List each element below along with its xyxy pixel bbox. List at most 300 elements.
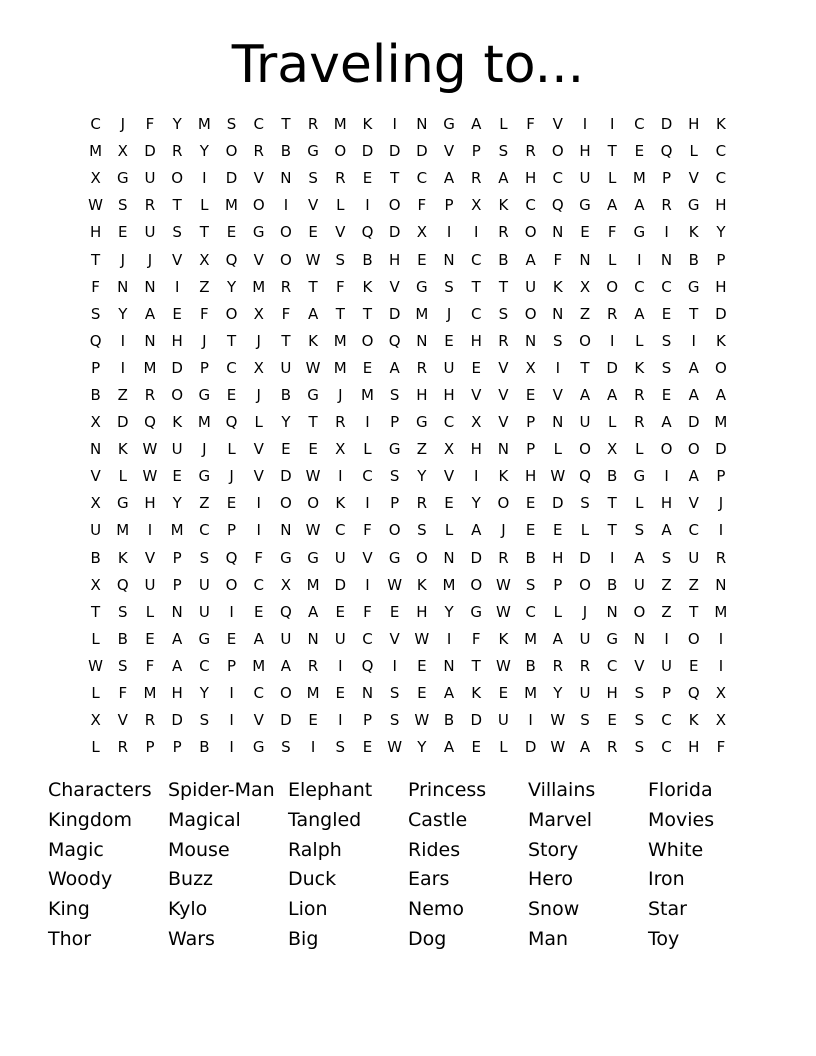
grid-letter: A (307, 602, 319, 621)
grid-letter: H (89, 223, 102, 242)
word-list-item: Man (528, 927, 569, 950)
word-list-item: Magical (168, 808, 241, 831)
grid-letter: L (689, 142, 698, 161)
grid-letter: Y (199, 684, 209, 703)
grid-letter: D (144, 142, 156, 161)
grid-letter: T (362, 304, 373, 323)
word-list-item: Marvel (528, 808, 593, 831)
grid-letter: C (335, 521, 346, 540)
grid-letter: S (525, 575, 536, 594)
grid-letter: O (633, 602, 646, 621)
grid-letter: T (281, 331, 291, 350)
grid-letter: U (579, 629, 591, 648)
grid-letter: M (89, 142, 103, 161)
grid-letter: P (471, 142, 481, 161)
grid-letter: S (634, 684, 645, 703)
grid-letter: U (633, 575, 645, 594)
grid-letter: M (116, 521, 130, 540)
grid-letter: O (687, 629, 700, 648)
grid-letter: E (172, 467, 182, 486)
grid-letter: V (253, 169, 264, 188)
grid-letter: C (416, 169, 428, 188)
grid-letter: K (688, 711, 699, 730)
word-list-item: White (648, 838, 704, 861)
grid-letter: V (688, 169, 699, 188)
grid-letter: Y (471, 494, 481, 513)
grid-letter: G (388, 548, 401, 567)
grid-letter: N (443, 656, 455, 675)
grid-letter: A (307, 304, 319, 323)
grid-letter: I (664, 467, 669, 486)
grid-letter: Q (361, 223, 374, 242)
word-list-item: Kingdom (48, 808, 133, 831)
word-list-item: Characters (48, 779, 152, 801)
grid-letter: Z (661, 575, 672, 594)
grid-letter: V (90, 467, 101, 486)
grid-letter: U (579, 684, 591, 703)
grid-letter: D (687, 413, 700, 432)
word-list-item: Ralph (288, 838, 342, 861)
grid-letter: A (525, 250, 536, 269)
grid-letter: N (307, 629, 319, 648)
grid-letter: L (499, 115, 508, 134)
grid-letter: V (688, 494, 699, 513)
grid-letter: X (199, 250, 210, 269)
grid-letter: I (120, 358, 125, 377)
grid-letter: A (253, 629, 264, 648)
grid-letter: O (280, 684, 292, 703)
grid-letter: N (443, 250, 455, 269)
grid-letter: T (199, 223, 209, 242)
grid-letter: S (118, 602, 128, 621)
grid-letter: E (335, 602, 346, 621)
grid-row (82, 517, 738, 544)
grid-letter: C (661, 738, 672, 757)
grid-letter: G (687, 277, 700, 296)
grid-letter: S (389, 711, 400, 730)
grid-letter: A (443, 169, 455, 188)
grid-letter: Q (144, 413, 156, 432)
grid-row (82, 165, 738, 192)
grid-letter: J (147, 250, 153, 269)
grid-letter: A (552, 629, 563, 648)
grid-letter: W (550, 467, 566, 486)
grid-letter: R (280, 277, 292, 296)
grid-letter: S (661, 358, 672, 377)
grid-letter: O (361, 331, 374, 350)
grid-letter: I (555, 358, 560, 377)
grid-letter: V (389, 277, 400, 296)
grid-row (82, 653, 738, 680)
grid-letter: Z (661, 602, 672, 621)
grid-letter: X (117, 142, 128, 161)
grid-letter: S (498, 304, 509, 323)
grid-letter: G (198, 629, 211, 648)
grid-row (82, 355, 738, 382)
grid-letter: D (606, 358, 618, 377)
grid-letter: S (417, 521, 427, 540)
grid-row (82, 192, 738, 219)
grid-letter: C (525, 602, 536, 621)
grid-letter: A (443, 738, 455, 757)
word-list (48, 776, 768, 955)
grid-letter: L (91, 684, 100, 703)
grid-letter: C (661, 711, 672, 730)
grid-letter: O (225, 142, 238, 161)
grid-letter: G (416, 277, 428, 296)
grid-letter: U (579, 413, 591, 432)
word-list-item: Spider-Man (168, 779, 275, 801)
grid-letter: M (252, 277, 266, 296)
grid-letter: P (526, 440, 536, 459)
grid-letter: C (199, 521, 210, 540)
grid-letter: P (553, 575, 563, 594)
grid-letter: S (199, 548, 210, 567)
grid-letter: H (389, 250, 401, 269)
grid-letter: W (495, 602, 511, 621)
grid-letter: L (607, 169, 617, 188)
grid-letter: W (387, 575, 403, 594)
word-list-item: Princess (408, 779, 487, 801)
grid-letter: U (688, 548, 700, 567)
grid-letter: K (715, 331, 726, 350)
grid-letter: J (256, 331, 261, 350)
word-list-item: Mouse (168, 838, 230, 861)
grid-letter: A (607, 385, 618, 404)
grid-letter: I (365, 196, 370, 215)
grid-letter: E (661, 304, 672, 323)
grid-letter: F (91, 277, 100, 296)
grid-letter: C (606, 656, 618, 675)
grid-letter: V (498, 358, 509, 377)
grid-letter: K (416, 575, 427, 594)
word-list-item: Duck (288, 868, 337, 891)
word-list-item: Dog (408, 927, 447, 950)
grid-letter: D (388, 223, 401, 242)
grid-letter: E (444, 331, 454, 350)
grid-letter: O (579, 331, 591, 350)
grid-letter: H (688, 738, 700, 757)
grid-letter: K (117, 548, 128, 567)
grid-letter: U (280, 629, 292, 648)
grid-letter: W (550, 711, 566, 730)
grid-letter: R (144, 711, 156, 730)
letter-grid (82, 111, 738, 761)
grid-letter: S (118, 656, 128, 675)
grid-letter: N (497, 440, 510, 459)
grid-letter: I (365, 575, 370, 594)
grid-letter: F (716, 738, 726, 757)
grid-letter: E (226, 494, 237, 513)
grid-letter: F (607, 223, 617, 242)
grid-letter: Q (687, 684, 700, 703)
grid-letter: R (525, 142, 536, 161)
grid-letter: V (389, 629, 400, 648)
grid-letter: I (229, 711, 234, 730)
grid-letter: H (144, 494, 156, 513)
grid-letter: F (335, 277, 345, 296)
grid-letter: M (714, 602, 728, 621)
grid-letter: O (415, 548, 428, 567)
grid-letter: L (91, 738, 100, 757)
grid-letter: W (88, 656, 104, 675)
grid-letter: U (144, 575, 156, 594)
grid-letter: G (307, 548, 319, 567)
grid-letter: Y (281, 413, 291, 432)
grid-letter: O (715, 358, 727, 377)
grid-letter: T (689, 304, 699, 323)
grid-letter: C (253, 684, 264, 703)
grid-letter: N (606, 602, 618, 621)
page-title: Traveling to... (231, 35, 585, 95)
grid-letter: I (392, 656, 397, 675)
grid-letter: I (365, 494, 370, 513)
grid-letter: J (229, 467, 234, 486)
grid-letter: Q (225, 548, 238, 567)
grid-letter: Q (280, 602, 292, 621)
word-list-item: King (48, 898, 90, 921)
grid-letter: H (715, 277, 727, 296)
grid-letter: E (417, 250, 427, 269)
grid-letter: J (202, 331, 207, 350)
grid-letter: D (579, 548, 591, 567)
grid-letter: B (525, 548, 536, 567)
grid-row (82, 409, 738, 436)
grid-letter: F (471, 629, 481, 648)
grid-letter: D (171, 711, 183, 730)
grid-letter: A (579, 385, 591, 404)
grid-letter: T (226, 331, 237, 350)
grid-letter: P (199, 358, 209, 377)
grid-letter: O (225, 575, 238, 594)
grid-letter: E (634, 142, 645, 161)
grid-letter: O (280, 250, 292, 269)
grid-letter: S (389, 684, 400, 703)
grid-letter: P (227, 521, 237, 540)
grid-letter: G (633, 223, 646, 242)
grid-letter: E (498, 684, 509, 703)
grid-letter: R (498, 331, 509, 350)
grid-letter: V (253, 250, 264, 269)
grid-letter: W (387, 738, 403, 757)
grid-letter: U (334, 629, 346, 648)
grid-letter: C (715, 169, 727, 188)
grid-letter: A (471, 521, 482, 540)
grid-letter: E (226, 223, 237, 242)
grid-letter: O (280, 494, 292, 513)
grid-letter: E (417, 656, 427, 675)
grid-letter: H (171, 684, 183, 703)
grid-letter: G (116, 169, 129, 188)
grid-letter: Y (444, 602, 454, 621)
grid-letter: R (498, 548, 509, 567)
grid-letter: H (579, 142, 591, 161)
grid-letter: B (90, 548, 101, 567)
grid-letter: A (579, 738, 591, 757)
grid-letter: T (580, 358, 590, 377)
grid-letter: X (90, 494, 101, 513)
grid-letter: E (145, 629, 155, 648)
grid-letter: A (634, 196, 645, 215)
grid-letter: V (498, 413, 509, 432)
grid-letter: Y (417, 467, 427, 486)
word-list-item: Snow (528, 898, 580, 921)
grid-letter: W (305, 250, 321, 269)
grid-letter: A (688, 385, 699, 404)
grid-letter: B (90, 385, 101, 404)
grid-letter: Y (553, 684, 563, 703)
grid-letter: I (664, 223, 669, 242)
grid-letter: D (552, 494, 564, 513)
grid-letter: P (172, 575, 182, 594)
grid-letter: C (470, 250, 482, 269)
word-list-item: Elephant (288, 779, 373, 801)
grid-letter: G (606, 629, 618, 648)
grid-letter: G (579, 196, 591, 215)
grid-letter: V (362, 548, 373, 567)
grid-letter: H (443, 385, 455, 404)
grid-letter: R (606, 304, 618, 323)
grid-letter: O (252, 196, 265, 215)
grid-letter: L (607, 413, 617, 432)
grid-letter: M (197, 413, 211, 432)
grid-letter: T (607, 521, 617, 540)
grid-letter: P (91, 358, 101, 377)
grid-letter: N (443, 548, 455, 567)
grid-letter: A (688, 358, 699, 377)
grid-letter: N (579, 250, 591, 269)
grid-letter: Z (199, 494, 210, 513)
grid-letter: P (227, 656, 237, 675)
grid-letter: O (606, 277, 619, 296)
word-list-item: Lion (288, 898, 328, 921)
grid-letter: U (525, 277, 537, 296)
grid-letter: F (553, 250, 563, 269)
grid-letter: M (252, 656, 266, 675)
grid-letter: O (171, 385, 184, 404)
grid-letter: F (254, 548, 264, 567)
grid-letter: O (334, 142, 347, 161)
grid-letter: D (416, 142, 428, 161)
grid-letter: B (498, 250, 509, 269)
word-list-item: Iron (648, 868, 685, 891)
grid-letter: X (280, 575, 292, 594)
grid-letter: O (280, 223, 292, 242)
grid-row (82, 463, 738, 490)
grid-letter: L (200, 196, 209, 215)
grid-letter: T (335, 304, 345, 323)
grid-letter: K (471, 684, 482, 703)
grid-letter: R (335, 169, 346, 188)
grid-letter: K (498, 629, 509, 648)
grid-letter: T (281, 115, 291, 134)
grid-letter: S (199, 711, 210, 730)
grid-letter: Z (688, 575, 699, 594)
grid-letter: W (414, 711, 430, 730)
grid-letter: M (524, 684, 538, 703)
word-list-item: Thor (48, 927, 92, 950)
grid-letter: S (226, 115, 237, 134)
grid-letter: B (607, 575, 618, 594)
word-list-item: Florida (648, 779, 713, 801)
grid-letter: I (229, 684, 234, 703)
grid-letter: V (144, 548, 156, 567)
grid-letter: K (688, 223, 699, 242)
grid-letter: K (552, 277, 563, 296)
grid-letter: W (305, 467, 321, 486)
grid-letter: N (89, 440, 102, 459)
grid-letter: E (308, 223, 318, 242)
grid-letter: A (634, 304, 645, 323)
grid-letter: L (118, 467, 127, 486)
grid-letter: U (497, 711, 509, 730)
grid-letter: D (117, 413, 129, 432)
word-list-item: Movies (648, 808, 715, 831)
grid-letter: Y (417, 738, 427, 757)
grid-letter: I (474, 467, 479, 486)
grid-letter: S (172, 223, 182, 242)
grid-letter: E (553, 521, 563, 540)
grid-letter: M (333, 358, 347, 377)
grid-letter: O (687, 440, 700, 459)
grid-letter: A (634, 548, 645, 567)
grid-letter: R (579, 656, 591, 675)
grid-letter: P (390, 413, 400, 432)
grid-row (82, 436, 738, 463)
grid-letter: E (471, 358, 481, 377)
grid-letter: C (525, 196, 536, 215)
grid-letter: B (280, 142, 292, 161)
grid-letter: V (552, 115, 563, 134)
grid-letter: J (718, 494, 724, 513)
grid-letter: P (662, 169, 672, 188)
grid-letter: L (254, 413, 263, 432)
grid-letter: Y (118, 304, 128, 323)
grid-letter: H (524, 169, 537, 188)
grid-letter: W (88, 196, 104, 215)
grid-letter: I (283, 196, 289, 215)
grid-letter: W (142, 440, 158, 459)
grid-letter: I (229, 602, 234, 621)
grid-letter: C (470, 304, 482, 323)
grid-letter: P (145, 738, 155, 757)
grid-letter: G (198, 385, 211, 404)
grid-letter: S (661, 331, 672, 350)
word-list-item: Rides (408, 838, 461, 861)
grid-letter: G (443, 115, 455, 134)
grid-letter: N (280, 169, 292, 188)
grid-letter: A (661, 413, 672, 432)
grid-row (82, 734, 738, 761)
grid-letter: V (443, 142, 455, 161)
grid-letter: B (280, 385, 292, 404)
grid-letter: V (172, 250, 183, 269)
grid-letter: A (443, 684, 455, 703)
grid-letter: C (90, 115, 101, 134)
grid-letter: B (117, 629, 128, 648)
word-list-item: Ears (408, 868, 450, 891)
grid-letter: X (416, 223, 427, 242)
grid-letter: I (120, 331, 125, 350)
grid-row (82, 490, 738, 517)
grid-letter: F (145, 115, 155, 134)
grid-letter: F (363, 521, 372, 540)
grid-letter: A (471, 115, 482, 134)
grid-letter: K (335, 494, 346, 513)
grid-letter: C (634, 277, 645, 296)
grid-letter: N (144, 331, 156, 350)
grid-letter: R (307, 656, 319, 675)
